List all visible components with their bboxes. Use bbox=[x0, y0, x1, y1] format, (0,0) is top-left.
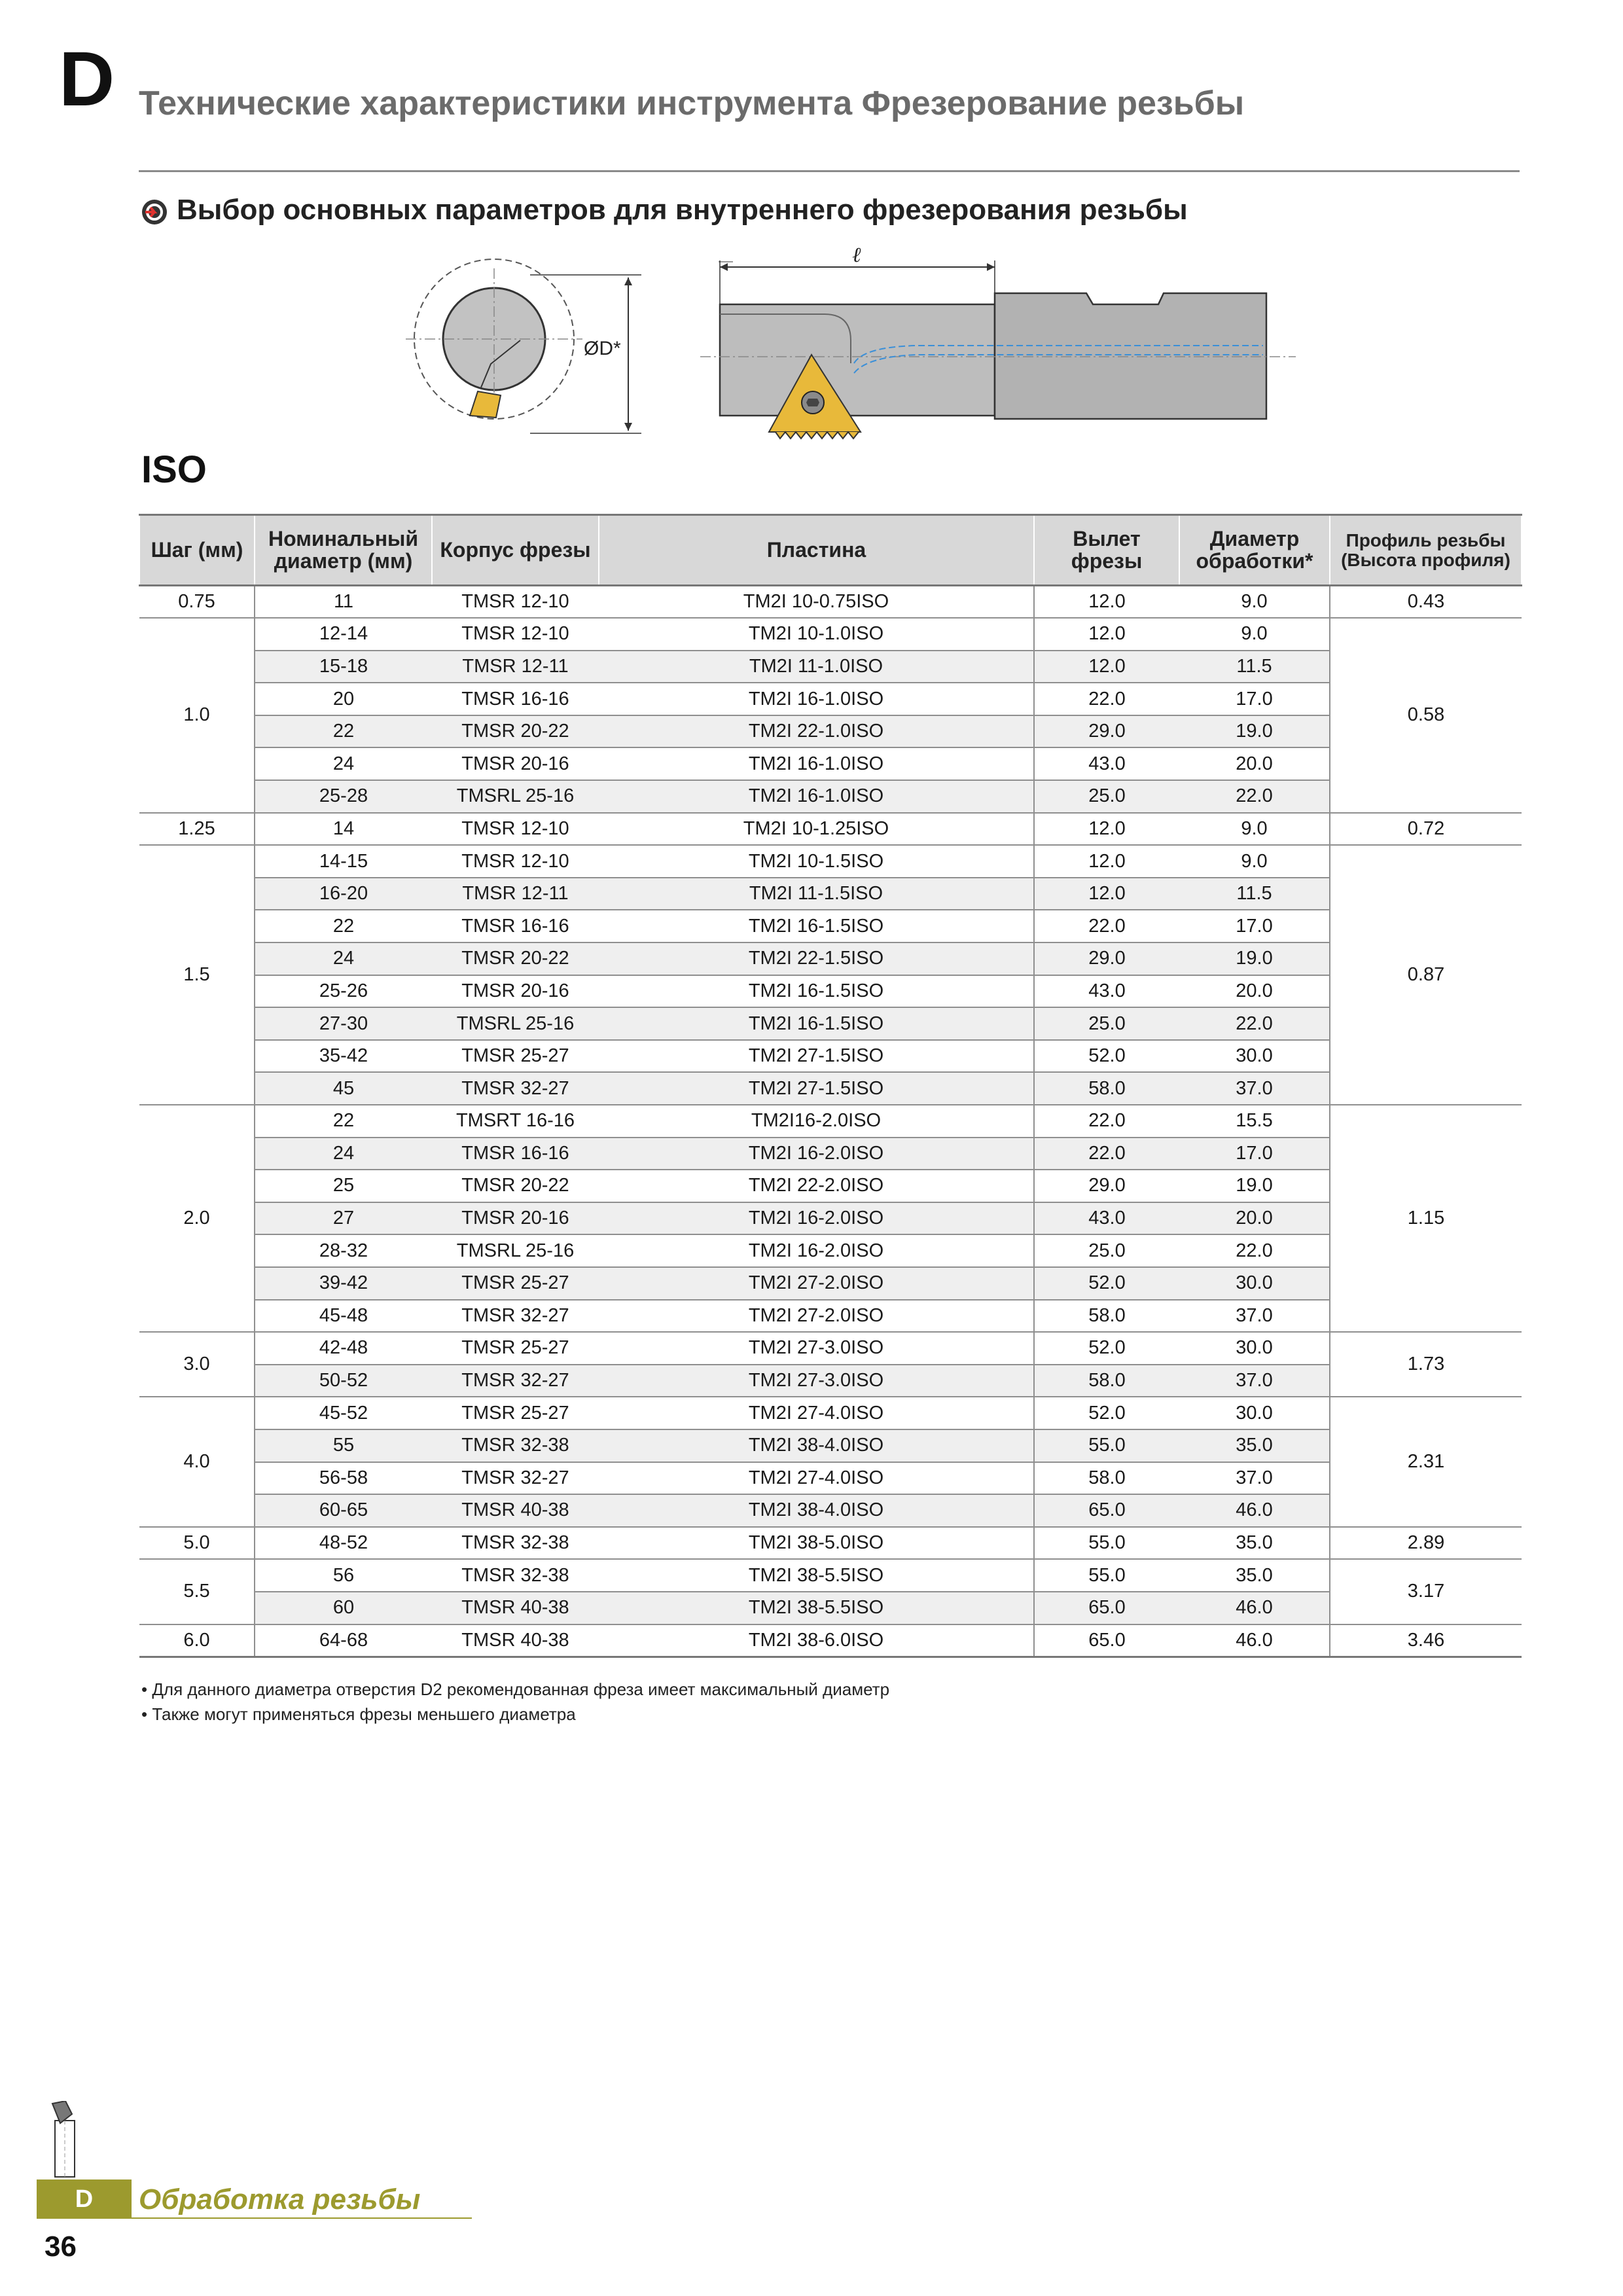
cell-pitch: 1.5 bbox=[139, 845, 255, 1105]
cell-nominal-diameter: 48-52 bbox=[255, 1527, 432, 1560]
cell-machining-diameter: 37.0 bbox=[1179, 1365, 1330, 1397]
table-row bbox=[139, 683, 1522, 715]
diameter-label: ØD* bbox=[584, 338, 621, 359]
cell-cutter-body: TMSR 25-27 bbox=[432, 1040, 599, 1073]
cell-cutter-body: TMSR 12-10 bbox=[432, 813, 599, 846]
cell-overhang: 43.0 bbox=[1034, 747, 1179, 780]
cell-insert: TM2I 16-2.0ISO bbox=[599, 1234, 1034, 1267]
cell-thread-profile: 0.58 bbox=[1330, 618, 1522, 813]
cell-insert: TM2I 11-1.5ISO bbox=[599, 878, 1034, 910]
cell-machining-diameter: 15.5 bbox=[1179, 1105, 1330, 1138]
cell-overhang: 65.0 bbox=[1034, 1494, 1179, 1527]
cell-insert: TM2I 11-1.0ISO bbox=[599, 651, 1034, 683]
cell-nominal-diameter: 56 bbox=[255, 1559, 432, 1592]
cell-thread-profile: 0.43 bbox=[1330, 586, 1522, 619]
cell-insert: TM2I 27-3.0ISO bbox=[599, 1332, 1034, 1365]
table-row bbox=[139, 1007, 1522, 1040]
cell-overhang: 12.0 bbox=[1034, 878, 1179, 910]
cell-overhang: 12.0 bbox=[1034, 651, 1179, 683]
cell-machining-diameter: 22.0 bbox=[1179, 1007, 1330, 1040]
cell-cutter-body: TMSR 20-16 bbox=[432, 1202, 599, 1235]
table-row bbox=[139, 1624, 1522, 1657]
table-row bbox=[139, 1072, 1522, 1105]
cell-cutter-body: TMSR 32-27 bbox=[432, 1072, 599, 1105]
cell-machining-diameter: 20.0 bbox=[1179, 975, 1330, 1008]
cell-nominal-diameter: 27 bbox=[255, 1202, 432, 1235]
cell-overhang: 22.0 bbox=[1034, 1138, 1179, 1170]
cell-cutter-body: TMSR 40-38 bbox=[432, 1592, 599, 1624]
cell-nominal-diameter: 55 bbox=[255, 1429, 432, 1462]
table-row bbox=[139, 1494, 1522, 1527]
cell-nominal-diameter: 24 bbox=[255, 747, 432, 780]
cell-overhang: 29.0 bbox=[1034, 1170, 1179, 1202]
cell-cutter-body: TMSR 20-16 bbox=[432, 747, 599, 780]
cell-overhang: 65.0 bbox=[1034, 1592, 1179, 1624]
chapter-letter: D bbox=[59, 36, 115, 122]
cell-machining-diameter: 35.0 bbox=[1179, 1559, 1330, 1592]
cell-cutter-body: TMSR 25-27 bbox=[432, 1267, 599, 1300]
cell-machining-diameter: 20.0 bbox=[1179, 1202, 1330, 1235]
table-row bbox=[139, 1105, 1522, 1138]
cell-insert: TM2I 27-4.0ISO bbox=[599, 1462, 1034, 1495]
cell-insert: TM2I 38-5.5ISO bbox=[599, 1559, 1034, 1592]
cell-nominal-diameter: 12-14 bbox=[255, 618, 432, 651]
cell-machining-diameter: 11.5 bbox=[1179, 651, 1330, 683]
cell-cutter-body: TMSR 12-11 bbox=[432, 878, 599, 910]
chapter-tab-letter: D bbox=[75, 2185, 94, 2213]
cell-overhang: 43.0 bbox=[1034, 1202, 1179, 1235]
cell-overhang: 55.0 bbox=[1034, 1527, 1179, 1560]
tool-diagram bbox=[393, 242, 1309, 452]
cell-machining-diameter: 30.0 bbox=[1179, 1397, 1330, 1429]
cell-nominal-diameter: 50-52 bbox=[255, 1365, 432, 1397]
cell-nominal-diameter: 45-48 bbox=[255, 1300, 432, 1333]
cell-insert: TM2I 38-4.0ISO bbox=[599, 1429, 1034, 1462]
cell-overhang: 25.0 bbox=[1034, 1234, 1179, 1267]
cell-overhang: 12.0 bbox=[1034, 618, 1179, 651]
table-row bbox=[139, 1462, 1522, 1495]
cell-overhang: 22.0 bbox=[1034, 683, 1179, 715]
cell-machining-diameter: 30.0 bbox=[1179, 1332, 1330, 1365]
side-view bbox=[700, 243, 1296, 439]
table-row bbox=[139, 747, 1522, 780]
cell-nominal-diameter: 25 bbox=[255, 1170, 432, 1202]
cell-cutter-body: TMSRL 25-16 bbox=[432, 1234, 599, 1267]
cell-pitch: 0.75 bbox=[139, 586, 255, 619]
cell-insert: TM2I16-2.0ISO bbox=[599, 1105, 1034, 1138]
cell-nominal-diameter: 64-68 bbox=[255, 1624, 432, 1657]
section-title: Выбор основных параметров для внутреннего фрезерования резьбы bbox=[177, 194, 1188, 226]
cell-machining-diameter: 19.0 bbox=[1179, 715, 1330, 748]
cell-overhang: 43.0 bbox=[1034, 975, 1179, 1008]
cell-machining-diameter: 9.0 bbox=[1179, 845, 1330, 878]
cell-machining-diameter: 30.0 bbox=[1179, 1267, 1330, 1300]
cell-pitch: 3.0 bbox=[139, 1332, 255, 1397]
cell-cutter-body: TMSR 16-16 bbox=[432, 910, 599, 942]
cell-insert: TM2I 16-1.5ISO bbox=[599, 910, 1034, 942]
table-row bbox=[139, 651, 1522, 683]
cell-insert: TM2I 10-0.75ISO bbox=[599, 586, 1034, 619]
cell-insert: TM2I 16-1.0ISO bbox=[599, 780, 1034, 813]
end-view bbox=[406, 259, 641, 433]
header-cutter-body: Корпус фрезы bbox=[432, 515, 599, 586]
cell-cutter-body: TMSR 12-11 bbox=[432, 651, 599, 683]
cell-cutter-body: TMSR 32-38 bbox=[432, 1559, 599, 1592]
cell-nominal-diameter: 11 bbox=[255, 586, 432, 619]
cell-nominal-diameter: 14 bbox=[255, 813, 432, 846]
cell-machining-diameter: 22.0 bbox=[1179, 780, 1330, 813]
table-title: ISO bbox=[141, 448, 207, 491]
table-row bbox=[139, 1397, 1522, 1429]
cell-machining-diameter: 37.0 bbox=[1179, 1462, 1330, 1495]
footnote: • Также могут применяться фрезы меньшего диаметра bbox=[141, 1704, 576, 1724]
table-row bbox=[139, 1527, 1522, 1560]
table-row bbox=[139, 942, 1522, 975]
table-row bbox=[139, 1267, 1522, 1300]
cell-insert: TM2I 22-2.0ISO bbox=[599, 1170, 1034, 1202]
cell-thread-profile: 3.17 bbox=[1330, 1559, 1522, 1624]
cell-overhang: 55.0 bbox=[1034, 1559, 1179, 1592]
cell-overhang: 52.0 bbox=[1034, 1332, 1179, 1365]
cell-machining-diameter: 17.0 bbox=[1179, 910, 1330, 942]
cell-pitch: 1.0 bbox=[139, 618, 255, 813]
cell-cutter-body: TMSR 32-27 bbox=[432, 1365, 599, 1397]
footnote: • Для данного диаметра отверстия D2 рекомендованная фреза имеет максимальный диаметр bbox=[141, 1679, 890, 1699]
cell-insert: TM2I 38-5.5ISO bbox=[599, 1592, 1034, 1624]
header-pitch: Шаг (мм) bbox=[139, 515, 255, 586]
cell-nominal-diameter: 24 bbox=[255, 942, 432, 975]
cell-overhang: 65.0 bbox=[1034, 1624, 1179, 1657]
cell-insert: TM2I 27-2.0ISO bbox=[599, 1300, 1034, 1333]
cell-overhang: 25.0 bbox=[1034, 780, 1179, 813]
footer-divider bbox=[132, 2217, 472, 2219]
cell-cutter-body: TMSRT 16-16 bbox=[432, 1105, 599, 1138]
cell-nominal-diameter: 42-48 bbox=[255, 1332, 432, 1365]
header-insert: Пластина bbox=[599, 515, 1034, 586]
table-row bbox=[139, 1300, 1522, 1333]
cell-machining-diameter: 30.0 bbox=[1179, 1040, 1330, 1073]
cell-overhang: 29.0 bbox=[1034, 715, 1179, 748]
page-number: 36 bbox=[45, 2231, 77, 2263]
table-row bbox=[139, 975, 1522, 1008]
cell-pitch: 5.5 bbox=[139, 1559, 255, 1624]
cell-insert: TM2I 38-6.0ISO bbox=[599, 1624, 1034, 1657]
header-thread-profile: Профиль резьбы (Высота профиля) bbox=[1330, 515, 1522, 586]
cell-insert: TM2I 38-5.0ISO bbox=[599, 1527, 1034, 1560]
cell-insert: TM2I 38-4.0ISO bbox=[599, 1494, 1034, 1527]
cell-insert: TM2I 10-1.25ISO bbox=[599, 813, 1034, 846]
cell-cutter-body: TMSR 32-27 bbox=[432, 1462, 599, 1495]
cell-pitch: 5.0 bbox=[139, 1527, 255, 1560]
cell-machining-diameter: 9.0 bbox=[1179, 586, 1330, 619]
cell-cutter-body: TMSR 25-27 bbox=[432, 1332, 599, 1365]
cell-nominal-diameter: 45-52 bbox=[255, 1397, 432, 1429]
cell-machining-diameter: 37.0 bbox=[1179, 1300, 1330, 1333]
cell-nominal-diameter: 25-26 bbox=[255, 975, 432, 1008]
cell-cutter-body: TMSR 32-27 bbox=[432, 1300, 599, 1333]
cell-nominal-diameter: 28-32 bbox=[255, 1234, 432, 1267]
cell-cutter-body: TMSRL 25-16 bbox=[432, 1007, 599, 1040]
cell-overhang: 12.0 bbox=[1034, 813, 1179, 846]
cell-nominal-diameter: 27-30 bbox=[255, 1007, 432, 1040]
cell-thread-profile: 2.89 bbox=[1330, 1527, 1522, 1560]
cell-nominal-diameter: 56-58 bbox=[255, 1462, 432, 1495]
cell-machining-diameter: 20.0 bbox=[1179, 747, 1330, 780]
cell-thread-profile: 0.72 bbox=[1330, 813, 1522, 846]
cell-overhang: 58.0 bbox=[1034, 1365, 1179, 1397]
table-row bbox=[139, 1429, 1522, 1462]
table-row bbox=[139, 618, 1522, 651]
cell-insert: TM2I 16-1.5ISO bbox=[599, 1007, 1034, 1040]
table-header-row bbox=[139, 515, 1522, 586]
cell-machining-diameter: 35.0 bbox=[1179, 1429, 1330, 1462]
cell-machining-diameter: 11.5 bbox=[1179, 878, 1330, 910]
cell-nominal-diameter: 16-20 bbox=[255, 878, 432, 910]
table-row bbox=[139, 878, 1522, 910]
cell-machining-diameter: 19.0 bbox=[1179, 942, 1330, 975]
cell-insert: TM2I 22-1.0ISO bbox=[599, 715, 1034, 748]
cell-overhang: 58.0 bbox=[1034, 1300, 1179, 1333]
table-row bbox=[139, 1559, 1522, 1592]
footer-section-title: Обработка резьбы bbox=[139, 2183, 421, 2215]
cell-machining-diameter: 17.0 bbox=[1179, 683, 1330, 715]
thread-tool-icon bbox=[46, 2101, 85, 2179]
cell-machining-diameter: 46.0 bbox=[1179, 1592, 1330, 1624]
cell-cutter-body: TMSR 32-38 bbox=[432, 1527, 599, 1560]
cell-overhang: 12.0 bbox=[1034, 586, 1179, 619]
table-row bbox=[139, 1365, 1522, 1397]
spec-table bbox=[139, 514, 1522, 1658]
cell-cutter-body: TMSR 20-16 bbox=[432, 975, 599, 1008]
cell-machining-diameter: 9.0 bbox=[1179, 813, 1330, 846]
table-row bbox=[139, 1040, 1522, 1073]
cell-thread-profile: 0.87 bbox=[1330, 845, 1522, 1105]
cell-thread-profile: 1.73 bbox=[1330, 1332, 1522, 1397]
cell-nominal-diameter: 15-18 bbox=[255, 651, 432, 683]
cell-cutter-body: TMSR 16-16 bbox=[432, 1138, 599, 1170]
cell-nominal-diameter: 60-65 bbox=[255, 1494, 432, 1527]
cell-cutter-body: TMSR 12-10 bbox=[432, 618, 599, 651]
cell-overhang: 12.0 bbox=[1034, 845, 1179, 878]
cell-overhang: 22.0 bbox=[1034, 1105, 1179, 1138]
header-divider bbox=[139, 170, 1520, 172]
table-row bbox=[139, 1332, 1522, 1365]
cell-cutter-body: TMSR 12-10 bbox=[432, 586, 599, 619]
cell-cutter-body: TMSR 20-22 bbox=[432, 1170, 599, 1202]
table-row bbox=[139, 813, 1522, 846]
cell-overhang: 52.0 bbox=[1034, 1040, 1179, 1073]
table-row bbox=[139, 1170, 1522, 1202]
cell-machining-diameter: 35.0 bbox=[1179, 1527, 1330, 1560]
page-title: Технические характеристики инструмента Фрезерование резьбы bbox=[139, 84, 1245, 122]
cell-nominal-diameter: 60 bbox=[255, 1592, 432, 1624]
header-overhang: Вылет фрезы bbox=[1034, 515, 1179, 586]
cell-overhang: 22.0 bbox=[1034, 910, 1179, 942]
cell-insert: TM2I 27-4.0ISO bbox=[599, 1397, 1034, 1429]
cell-machining-diameter: 19.0 bbox=[1179, 1170, 1330, 1202]
cell-nominal-diameter: 25-28 bbox=[255, 780, 432, 813]
cell-cutter-body: TMSR 20-22 bbox=[432, 715, 599, 748]
table-row bbox=[139, 780, 1522, 813]
cell-insert: TM2I 16-2.0ISO bbox=[599, 1138, 1034, 1170]
cell-overhang: 52.0 bbox=[1034, 1267, 1179, 1300]
cell-machining-diameter: 22.0 bbox=[1179, 1234, 1330, 1267]
cell-pitch: 6.0 bbox=[139, 1624, 255, 1657]
cell-insert: TM2I 16-1.0ISO bbox=[599, 683, 1034, 715]
cell-insert: TM2I 27-1.5ISO bbox=[599, 1072, 1034, 1105]
cell-cutter-body: TMSR 25-27 bbox=[432, 1397, 599, 1429]
cell-nominal-diameter: 20 bbox=[255, 683, 432, 715]
cell-cutter-body: TMSR 12-10 bbox=[432, 845, 599, 878]
cell-overhang: 58.0 bbox=[1034, 1072, 1179, 1105]
table-row bbox=[139, 715, 1522, 748]
cell-machining-diameter: 37.0 bbox=[1179, 1072, 1330, 1105]
cell-insert: TM2I 10-1.0ISO bbox=[599, 618, 1034, 651]
cell-insert: TM2I 16-1.5ISO bbox=[599, 975, 1034, 1008]
cell-nominal-diameter: 45 bbox=[255, 1072, 432, 1105]
cell-cutter-body: TMSRL 25-16 bbox=[432, 780, 599, 813]
cell-thread-profile: 1.15 bbox=[1330, 1105, 1522, 1332]
cell-overhang: 25.0 bbox=[1034, 1007, 1179, 1040]
cell-overhang: 52.0 bbox=[1034, 1397, 1179, 1429]
cell-thread-profile: 2.31 bbox=[1330, 1397, 1522, 1526]
cell-pitch: 1.25 bbox=[139, 813, 255, 846]
cell-nominal-diameter: 39-42 bbox=[255, 1267, 432, 1300]
table-row bbox=[139, 1234, 1522, 1267]
cell-cutter-body: TMSR 32-38 bbox=[432, 1429, 599, 1462]
cell-insert: TM2I 27-3.0ISO bbox=[599, 1365, 1034, 1397]
cell-cutter-body: TMSR 40-38 bbox=[432, 1624, 599, 1657]
cell-insert: TM2I 27-1.5ISO bbox=[599, 1040, 1034, 1073]
cell-nominal-diameter: 24 bbox=[255, 1138, 432, 1170]
cell-nominal-diameter: 35-42 bbox=[255, 1040, 432, 1073]
cell-machining-diameter: 46.0 bbox=[1179, 1624, 1330, 1657]
cell-machining-diameter: 17.0 bbox=[1179, 1138, 1330, 1170]
cell-cutter-body: TMSR 16-16 bbox=[432, 683, 599, 715]
cell-insert: TM2I 10-1.5ISO bbox=[599, 845, 1034, 878]
cell-machining-diameter: 46.0 bbox=[1179, 1494, 1330, 1527]
table-row bbox=[139, 910, 1522, 942]
cell-insert: TM2I 22-1.5ISO bbox=[599, 942, 1034, 975]
table-body bbox=[139, 586, 1522, 1657]
cell-overhang: 29.0 bbox=[1034, 942, 1179, 975]
cell-overhang: 58.0 bbox=[1034, 1462, 1179, 1495]
header-nominal-diameter: Номинальный диаметр (мм) bbox=[255, 515, 432, 586]
cell-insert: TM2I 16-1.0ISO bbox=[599, 747, 1034, 780]
table-row bbox=[139, 1202, 1522, 1235]
cell-machining-diameter: 9.0 bbox=[1179, 618, 1330, 651]
cell-overhang: 55.0 bbox=[1034, 1429, 1179, 1462]
length-label: ℓ bbox=[852, 243, 861, 266]
cell-nominal-diameter: 22 bbox=[255, 910, 432, 942]
table-row bbox=[139, 1138, 1522, 1170]
cell-nominal-diameter: 14-15 bbox=[255, 845, 432, 878]
cell-cutter-body: TMSR 20-22 bbox=[432, 942, 599, 975]
cell-cutter-body: TMSR 40-38 bbox=[432, 1494, 599, 1527]
cell-thread-profile: 3.46 bbox=[1330, 1624, 1522, 1657]
table-row bbox=[139, 586, 1522, 619]
table-row bbox=[139, 845, 1522, 878]
cell-pitch: 2.0 bbox=[139, 1105, 255, 1332]
cell-insert: TM2I 27-2.0ISO bbox=[599, 1267, 1034, 1300]
header-machining-diameter: Диаметр обработки* bbox=[1179, 515, 1330, 586]
cell-nominal-diameter: 22 bbox=[255, 1105, 432, 1138]
section-arrow-icon bbox=[141, 199, 168, 225]
cell-insert: TM2I 16-2.0ISO bbox=[599, 1202, 1034, 1235]
cell-pitch: 4.0 bbox=[139, 1397, 255, 1526]
table-row bbox=[139, 1592, 1522, 1624]
cell-nominal-diameter: 22 bbox=[255, 715, 432, 748]
